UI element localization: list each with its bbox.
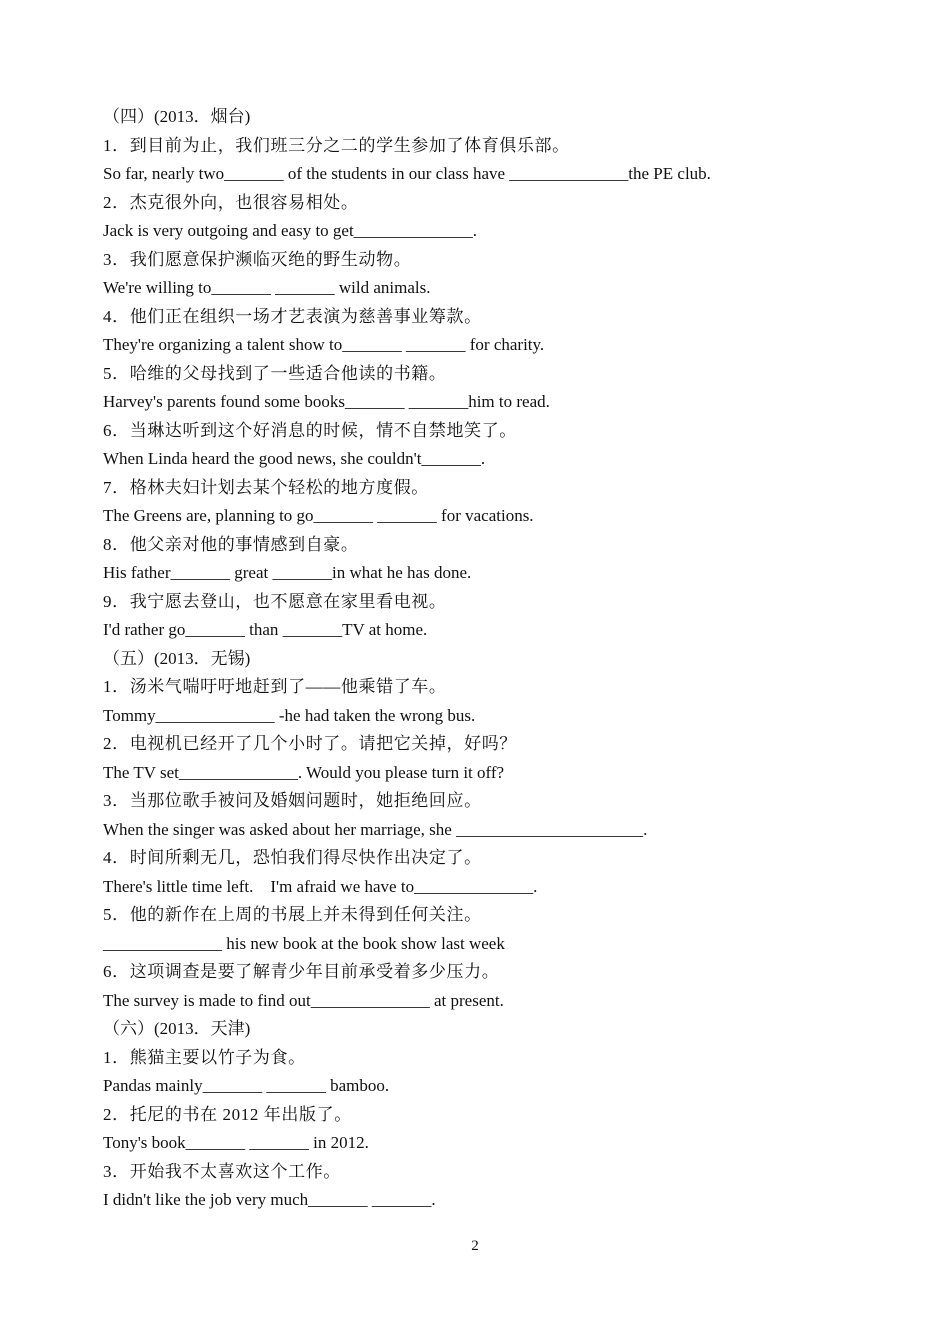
- chinese-sentence: 1．熊猫主要以竹子为食。: [103, 1047, 306, 1067]
- chinese-sentence: 2．电视机已经开了几个小时了。请把它关掉，好吗？: [103, 734, 517, 753]
- exercise-text-block: [103, 103, 843, 1215]
- english-fill-in-sentence: The TV set______________. Would you please turn it off?: [103, 762, 505, 782]
- english-fill-in-sentence: Tony's book_______ _______ in 2012.: [103, 1133, 369, 1152]
- english-fill-in-sentence: Jack is very outgoing and easy to get______________.: [103, 221, 477, 240]
- english-fill-in-sentence: When Linda heard the good news, she couldn't_______.: [103, 449, 486, 468]
- english-fill-in-sentence: I'd rather go_______ than _______TV at home.: [103, 620, 428, 639]
- chinese-sentence: 6．这项调查是要了解青少年目前承受着多少压力。: [103, 962, 500, 981]
- english-fill-in-sentence: We're willing to_______ _______ wild animals.: [103, 278, 431, 297]
- chinese-sentence: 5．他的新作在上周的书展上并未得到任何关注。: [103, 905, 482, 924]
- chinese-sentence: 2．杰克很外向，也很容易相处。: [103, 192, 359, 212]
- section-heading: （五）(2013．无锡): [103, 648, 251, 668]
- section-heading: （六）(2013．天津): [103, 1019, 251, 1038]
- english-fill-in-sentence: ______________ his new book at the book show last week: [103, 933, 505, 953]
- chinese-sentence: 5．哈维的父母找到了一些适合他读的书籍。: [103, 363, 447, 383]
- english-fill-in-sentence: There's little time left. I'm afraid we have to______________.: [103, 876, 538, 896]
- english-fill-in-sentence: When the singer was asked about her marriage, she ______________________.: [103, 819, 648, 839]
- english-fill-in-sentence: The survey is made to find out______________ at present.: [103, 990, 504, 1010]
- chinese-sentence: 1．到目前为止，我们班三分之二的学生参加了体育俱乐部。: [103, 135, 570, 155]
- chinese-sentence: 4．他们正在组织一场才艺表演为慈善事业筹款。: [103, 306, 482, 326]
- english-fill-in-sentence: So far, nearly two_______ of the students in our class have ______________the PE club.: [103, 164, 711, 183]
- chinese-sentence: 8．他父亲对他的事情感到自豪。: [103, 534, 359, 554]
- page-number: 2: [471, 1238, 479, 1254]
- english-fill-in-sentence: They're organizing a talent show to_______ _______ for charity.: [103, 335, 545, 354]
- english-fill-in-sentence: Harvey's parents found some books_______ _______him to read.: [103, 392, 550, 411]
- english-fill-in-sentence: The Greens are, planning to go_______ _______ for vacations.: [103, 506, 534, 525]
- chinese-sentence: 9．我宁愿去登山，也不愿意在家里看电视。: [103, 591, 447, 611]
- chinese-sentence: 3．我们愿意保护濒临灭绝的野生动物。: [103, 249, 412, 269]
- english-fill-in-sentence: Tommy______________ -he had taken the wrong bus.: [103, 705, 476, 725]
- chinese-sentence: 4．时间所剩无几，恐怕我们得尽快作出决定了。: [103, 848, 482, 867]
- english-fill-in-sentence: Pandas mainly_______ _______ bamboo.: [103, 1076, 390, 1095]
- chinese-sentence: 3．当那位歌手被问及婚姻问题时，她拒绝回应。: [103, 791, 482, 810]
- section-heading: （四）(2013．烟台): [103, 107, 251, 126]
- chinese-sentence: 7．格林夫妇计划去某个轻松的地方度假。: [103, 477, 429, 497]
- chinese-sentence: 2．托尼的书在 2012 年出版了。: [103, 1104, 352, 1124]
- english-fill-in-sentence: His father_______ great _______in what he has done.: [103, 563, 472, 582]
- chinese-sentence: 1．汤米气喘吁吁地赶到了——他乘错了车。: [103, 677, 447, 696]
- english-fill-in-sentence: I didn't like the job very much_______ _______.: [103, 1190, 436, 1209]
- chinese-sentence: 6．当琳达听到这个好消息的时候，情不自禁地笑了。: [103, 420, 517, 440]
- chinese-sentence: 3．开始我不太喜欢这个工作。: [103, 1161, 341, 1181]
